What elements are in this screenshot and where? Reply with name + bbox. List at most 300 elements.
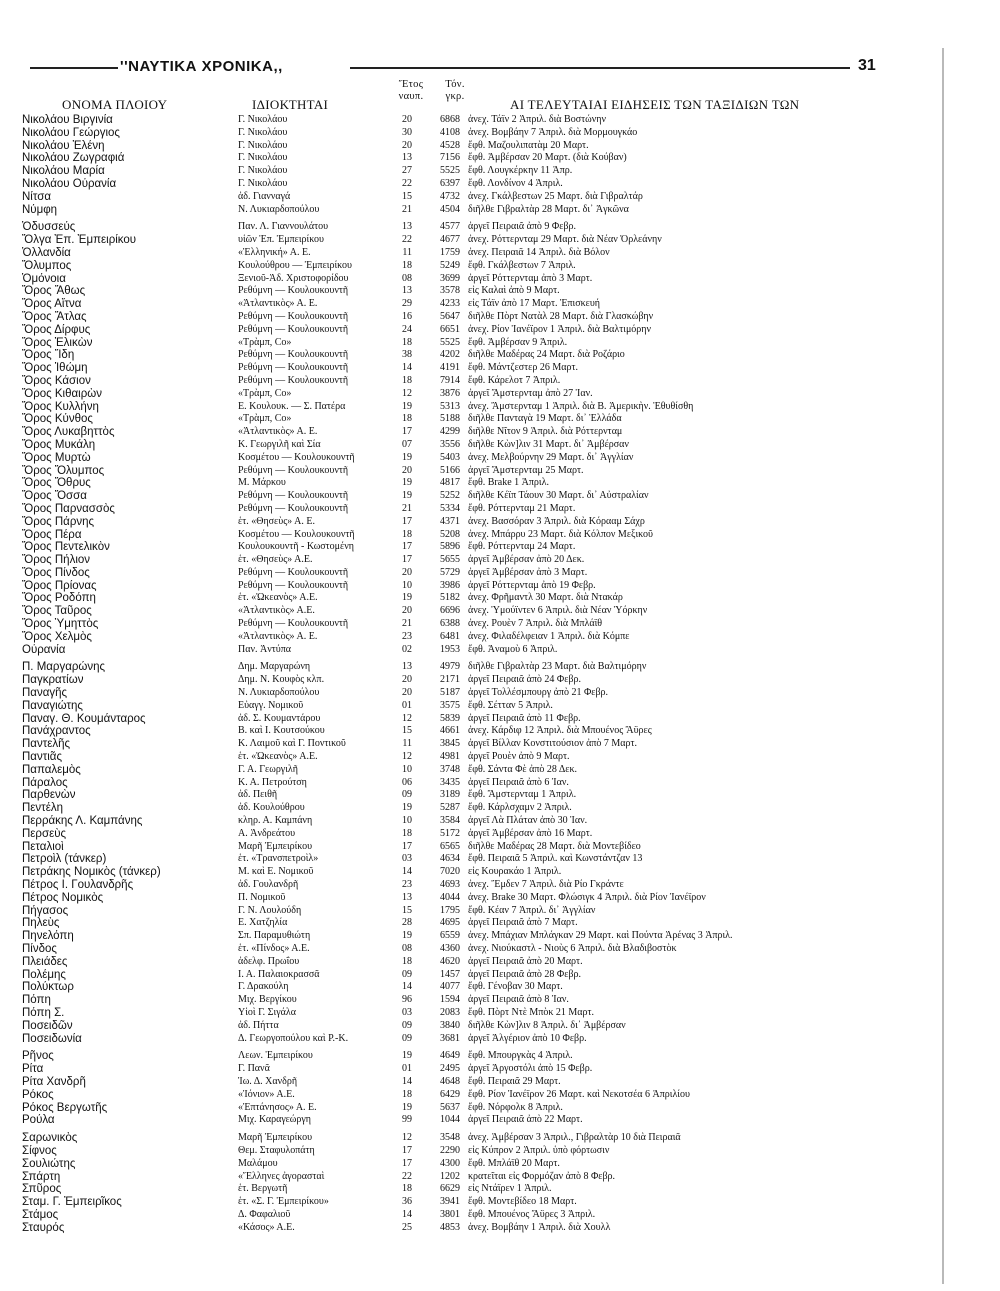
ship-name: Ρούλα <box>22 1114 55 1127</box>
table-row <box>22 362 922 375</box>
voyage-news: ἀνεχ. Ἔμδεν 7 Ἀπριλ. διὰ Ρίο Γκράντε <box>468 879 624 891</box>
ship-name: Περράκης Λ. Καμπάνης <box>22 815 143 828</box>
ship-owner: Ρεθύμνη — Κουλουκουντῆ <box>238 490 349 502</box>
ship-owner: ἑτ. «Ὠκεανὸς» Α.Ε. <box>238 592 318 604</box>
column-header-tons-line1: Τόν. <box>445 79 465 90</box>
ship-name: Παναγ. Θ. Κουμάνταρος <box>22 712 146 725</box>
ship-owner: Γ. Νικολάου <box>238 139 288 151</box>
voyage-news: διῆλθε Μαδέρας 28 Μαρτ. διὰ Μοντεβίδεο <box>468 840 641 852</box>
gross-tons: 6429 <box>440 1088 460 1100</box>
table-row <box>22 841 922 854</box>
build-year: 09 <box>402 968 412 980</box>
gross-tons: 2171 <box>440 674 460 686</box>
page-header <box>20 58 925 78</box>
table-row <box>22 221 922 234</box>
ship-name: Ὄρος Πρίονας <box>22 579 97 592</box>
build-year: 28 <box>402 917 412 929</box>
ship-name: Ὄρος Πέρα <box>22 528 82 541</box>
build-year: 19 <box>402 1101 412 1113</box>
build-year: 21 <box>402 502 412 514</box>
ship-name: Ὀλλανδία <box>22 246 71 259</box>
gross-tons: 4693 <box>440 879 460 891</box>
table-row <box>22 892 922 905</box>
gross-tons: 5525 <box>440 336 460 348</box>
table-row <box>22 644 922 657</box>
voyage-news: διῆλθε Γιβραλτὰρ 28 Μαρτ. δι᾽ Ἀγκῶνα <box>468 203 629 215</box>
gross-tons: 5655 <box>440 554 460 566</box>
voyage-news: ἀργεῖ Ρουὲν ἀπὸ 9 Μαρτ. <box>468 751 570 763</box>
gross-tons: 7020 <box>440 866 460 878</box>
ship-name: Ὄρος Ὑμηττὸς <box>22 618 99 631</box>
build-year: 15 <box>402 904 412 916</box>
gross-tons: 3189 <box>440 789 460 801</box>
ship-owner: ἑτ. Βεργωτῆ <box>238 1183 288 1195</box>
table-row <box>22 879 922 892</box>
voyage-news: διῆλθε Νῖτον 9 Ἀπριλ. διὰ Ρόττερνταμ <box>468 426 623 438</box>
gross-tons: 2083 <box>440 1006 460 1018</box>
ship-owner: Γ. Πανᾶ <box>238 1063 270 1075</box>
gross-tons: 1202 <box>440 1170 460 1182</box>
gross-tons: 3801 <box>440 1208 460 1220</box>
table-row <box>22 1050 922 1063</box>
build-year: 15 <box>402 725 412 737</box>
build-year: 15 <box>402 190 412 202</box>
ship-name: Ρίτα Χανδρῆ <box>22 1075 86 1088</box>
ship-name: Ὄρος Ἄθως <box>22 285 86 298</box>
gross-tons: 7914 <box>440 374 460 386</box>
ship-name: Πολύκτωρ <box>22 981 74 994</box>
voyage-news: ἀργεῖ Πειραιᾶ ἀπὸ 28 Φεβρ. <box>468 968 582 980</box>
ship-owner: Ρεθύμνη — Κουλουκουντῆ <box>238 464 349 476</box>
voyage-news: ἔφθ. Μπλάϊθ 20 Μαρτ. <box>468 1157 560 1169</box>
build-year: 27 <box>402 165 412 177</box>
table-row <box>22 930 922 943</box>
gross-tons: 4732 <box>440 190 460 202</box>
gross-tons: 6651 <box>440 323 460 335</box>
ship-owner: ἑτ. «Πίνδος» Α.Ε. <box>238 943 310 954</box>
voyage-news: διῆλθε Μαδέρας 24 Μαρτ. διὰ Ροζάριο <box>468 349 625 361</box>
build-year: 14 <box>402 981 412 993</box>
ship-owner: ἀδ. Πειθῆ <box>238 789 278 801</box>
column-header-owners: ΙΔΙΟΚΤΗΤΑΙ <box>252 97 329 112</box>
build-year: 17 <box>402 1157 412 1169</box>
ship-owner: ἀδ. Πήττα <box>238 1019 279 1031</box>
build-year: 23 <box>402 879 412 891</box>
column-header-latest-news: ΑΙ ΤΕΛΕΥΤΑΙΑΙ ΕΙΔΗΣΕΙΣ ΤΩΝ ΤΑΞΙΔΙΩΝ ΤΩΝ <box>510 97 800 112</box>
table-row <box>22 490 922 503</box>
ship-owner: Ρεθύμνη — Κουλουκουντῆ <box>238 362 349 374</box>
voyage-news: ἀργεῖ Ἀλγέριον ἀπὸ 10 Φεβρ. <box>468 1032 587 1044</box>
ship-name: Πλειάδες <box>22 955 68 968</box>
page-edge-line <box>942 48 944 1284</box>
build-year: 10 <box>402 763 412 775</box>
table-row <box>22 234 922 247</box>
column-header-tons-line2: γκρ. <box>445 91 465 102</box>
ship-owner: Ρεθύμνη — Κουλουκουντῆ <box>238 502 349 514</box>
ship-name: Ὄρος Ὄσσα <box>22 490 87 503</box>
table-row <box>22 439 922 452</box>
voyage-news: διῆλθε Κέϊπ Τάουν 30 Μαρτ. δι᾽ Αὐστραλίαν <box>468 490 649 502</box>
header-rule-right <box>350 67 850 69</box>
ship-owner: Κ. Λαιμοῦ καὶ Γ. Ποντικοῦ <box>238 738 346 750</box>
ship-owner: Ρεθύμνη — Κουλουκουντῆ <box>238 349 349 361</box>
ship-name: Ρίτα <box>22 1063 44 1076</box>
gross-tons: 4528 <box>440 139 460 151</box>
build-year: 19 <box>402 930 412 942</box>
ship-name: Οὐρανία <box>22 643 66 656</box>
ship-name: Πόπη <box>22 994 51 1007</box>
ship-name: Ὄλυμπος <box>22 259 72 272</box>
ship-owner: Γ. Νικολάου <box>238 126 288 138</box>
table-row <box>22 1114 922 1127</box>
ship-owner: ἀδελφ. Πρωΐου <box>238 955 300 967</box>
voyage-news: ἀνεχ. Ἄμστερνταμ 1 Ἀπριλ. διὰ Β. Ἀμερικὴν. Ἐθυθίσθη <box>468 400 694 412</box>
ship-name: Ὄρος Πεντελικὸν <box>22 541 110 554</box>
ship-name: Πάραλος <box>22 776 68 789</box>
voyage-news: ἔφθ. Ἀναμοὺ 6 Ἀπριλ. <box>468 643 558 655</box>
build-year: 19 <box>402 451 412 463</box>
voyage-news: ἔφθ. Ρόττερνταμ 21 Μαρτ. <box>468 502 576 514</box>
ship-name: Ρόκος Βεργωτῆς <box>22 1101 108 1114</box>
voyage-news: ἀνεχ. Ἀμβέρσαν 3 Ἀπριλ., Γιβραλτὰρ 10 διὰ Πειραιᾶ <box>468 1132 681 1144</box>
gross-tons: 5187 <box>440 687 460 699</box>
ship-owner: Ν. Λυκιαρδοπούλου <box>238 687 320 699</box>
voyage-news: ἀνεχ. Μπάχιαν Μπλάγκαν 29 Μαρτ. καὶ Πούντα Ἀρένας 3 Ἀπριλ. <box>468 930 733 942</box>
voyage-news: ἀργεῖ Πειραιᾶ ἀπὸ 11 Φεβρ. <box>468 712 581 724</box>
table-row <box>22 592 922 605</box>
gross-tons: 4695 <box>440 917 460 929</box>
voyage-news: ἀργεῖ Πειραιᾶ ἀπὸ 7 Μαρτ. <box>468 917 578 929</box>
voyage-news: ἔφθ. Ἀμβέρσαν 9 Ἀπριλ. <box>468 336 568 348</box>
table-row <box>22 725 922 738</box>
gross-tons: 6629 <box>440 1183 460 1195</box>
voyage-news: ἀνεχ. Μελβούρνην 29 Μαρτ. δι᾽ Ἀγγλίαν <box>468 451 634 463</box>
ship-owner: Μαρῆ Ἐμπειρίκου <box>238 840 313 852</box>
gross-tons: 4620 <box>440 955 460 967</box>
build-year: 99 <box>402 1114 412 1126</box>
voyage-news: ἔφθ. Κάρελοτ 7 Ἀπριλ. <box>468 374 561 386</box>
build-year: 20 <box>402 687 412 699</box>
ship-name: Ὄρος Κάσιον <box>22 374 91 387</box>
column-header-tons <box>438 79 472 103</box>
build-year: 18 <box>402 528 412 540</box>
table-row <box>22 349 922 362</box>
table-row <box>22 828 922 841</box>
ship-name: Νικολάου Ἑλένη <box>22 139 105 152</box>
table-row <box>22 956 922 969</box>
table-row <box>22 554 922 567</box>
ship-name: Πολέμης <box>22 968 66 981</box>
ship-owner: Α. Ἀνδρεάτου <box>238 827 296 839</box>
table-row <box>22 1209 922 1222</box>
ship-owner: υἱῶν Ἐπ. Ἐμπειρίκου <box>238 234 325 246</box>
ship-owner: Δ. Φαφαλιοῦ <box>238 1208 291 1220</box>
voyage-news: ἔφθ. Ἀμβέρσαν 20 Μαρτ. (διὰ Κούβαν) <box>468 152 627 164</box>
build-year: 12 <box>402 1132 412 1144</box>
voyage-news: ἀργεῖ Ἀμβέρσαν ἀπὸ 16 Μαρτ. <box>468 827 593 839</box>
ship-owner: «Τρὰμπ, Co» <box>238 336 292 348</box>
table-row <box>22 1089 922 1102</box>
table-row <box>22 815 922 828</box>
table-row <box>22 298 922 311</box>
voyage-news: ἀργεῖ Ρόττερνταμ ἀπὸ 19 Φεβρ. <box>468 579 596 591</box>
build-year: 01 <box>402 699 412 711</box>
voyage-news: ἔφθ. Νόρφολκ 8 Ἀπριλ. <box>468 1101 563 1113</box>
ship-owner: «Τρὰμπ, Co» <box>238 413 292 425</box>
gross-tons: 4677 <box>440 234 460 246</box>
ship-name: Ὄρος Μυρτὼ <box>22 451 91 464</box>
ship-name: Ὄρος Κιθαιρὼν <box>22 387 102 400</box>
voyage-news: ἔφθ. Σέτταν 5 Ἀπριλ. <box>468 699 553 711</box>
build-year: 12 <box>402 751 412 763</box>
build-year: 13 <box>402 152 412 164</box>
voyage-news: εἰς Ντάϊρεν 1 Ἀπριλ. <box>468 1183 552 1195</box>
ship-owner: Ξενιοῦ-Ἀδ. Χριστοφορίδου <box>238 272 349 284</box>
build-year: 19 <box>402 477 412 489</box>
voyage-news: ἀνεχ. Brake 30 Μαρτ. Φλώσιγκ 4 Ἀπριλ. διὰ Ρίον Ἰανέϊρον <box>468 891 706 903</box>
ship-name: Ὄρος Χελμὸς <box>22 630 92 643</box>
gross-tons: 1594 <box>440 994 460 1006</box>
gross-tons: 1759 <box>440 246 460 258</box>
column-header-year-line1: Ἔτος <box>398 79 424 90</box>
ship-name: Ὄρος Πίνδος <box>22 566 90 579</box>
table-row <box>22 738 922 751</box>
table-row <box>22 981 922 994</box>
ship-group <box>22 114 922 216</box>
voyage-news: ἀργεῖ Πειραιᾶ ἀπὸ 9 Φεβρ. <box>468 221 577 233</box>
ship-owner: Ρεθύμνη — Κουλουκουντῆ <box>238 323 349 335</box>
ship-owner: Γ. Ν. Λουλούδη <box>238 904 302 916</box>
voyage-news: ἀνεχ. Μπάρρυ 23 Μαρτ. διὰ Κόλπον Μεξικοῦ <box>468 528 653 540</box>
build-year: 18 <box>402 1088 412 1100</box>
ship-name: Ὄρος Παρνασσὸς <box>22 502 115 515</box>
gross-tons: 5313 <box>440 400 460 412</box>
build-year: 02 <box>402 643 412 655</box>
table-row <box>22 789 922 802</box>
build-year: 20 <box>402 605 412 617</box>
gross-tons: 4360 <box>440 943 460 954</box>
build-year: 21 <box>402 618 412 630</box>
table-row <box>22 1222 922 1235</box>
voyage-news: διῆλθε Πὸρτ Νατὰλ 28 Μαρτ. διὰ Γλασκώβην <box>468 310 654 322</box>
ship-name: Πεταλιοὶ <box>22 840 64 853</box>
ship-owner: ἀδ. Κουλούθρου <box>238 802 305 814</box>
gross-tons: 3941 <box>440 1196 460 1208</box>
voyage-news: ἀργεῖ Λὰ Πλάταν ἀπὸ 30 Ἰαν. <box>468 815 588 827</box>
build-year: 03 <box>402 853 412 865</box>
table-row <box>22 114 922 127</box>
ship-name: Παρθενὼν <box>22 789 76 802</box>
voyage-news: ἔφθ. Μάντζεστερ 26 Μαρτ. <box>468 362 579 374</box>
ship-name: Παντελῆς <box>22 738 71 751</box>
gross-tons: 5403 <box>440 451 460 463</box>
voyage-news: ἔφθ. Κέαν 7 Ἀπριλ. δι᾽ Ἀγγλίαν <box>468 904 596 916</box>
gross-tons: 5252 <box>440 490 460 502</box>
ship-name: Σουλιώτης <box>22 1157 76 1170</box>
voyage-news: ἔφθ. Σάντα Φὲ ἀπὸ 28 Δεκ. <box>468 763 578 775</box>
gross-tons: 5525 <box>440 165 460 177</box>
column-header-year <box>396 79 426 103</box>
table-row <box>22 452 922 465</box>
ship-name: Ὄρος Ἴδη <box>22 349 75 362</box>
table-row <box>22 1158 922 1171</box>
voyage-news: ἀργεῖ Ἀργοστόλι ἀπὸ 15 Φεβρ. <box>468 1063 593 1075</box>
gross-tons: 4299 <box>440 426 460 438</box>
gross-tons: 6397 <box>440 177 460 189</box>
table-row <box>22 503 922 516</box>
gross-tons: 4044 <box>440 891 460 903</box>
table-row <box>22 1076 922 1089</box>
gross-tons: 7156 <box>440 152 460 164</box>
voyage-news: ἀνεχ. Πειραιᾶ 14 Ἀπριλ. διὰ Βόλον <box>468 246 610 258</box>
voyage-news: εἰς Τάϊν ἀπὸ 17 Μαρτ. Ἐπισκευή <box>468 298 600 310</box>
ship-owner: Ρεθύμνη — Κουλουκουντῆ <box>238 285 349 297</box>
voyage-news: ἔφθ. Πειραιᾶ 5 Ἀπριλ. καὶ Κωνστάντζαν 13 <box>468 853 643 865</box>
build-year: 22 <box>402 177 412 189</box>
ship-group <box>22 1132 922 1234</box>
gross-tons: 6565 <box>440 840 460 852</box>
ship-owner: Π. Νομικοῦ <box>238 891 286 903</box>
ship-name: Σταυρός <box>22 1221 65 1234</box>
table-row <box>22 994 922 1007</box>
ship-name: Ὄρος Μυκάλη <box>22 438 96 451</box>
gross-tons: 5166 <box>440 464 460 476</box>
voyage-news: ἀνεχ. Φρῆμαντλ 30 Μαρτ. διὰ Ντακάρ <box>468 592 623 604</box>
ship-owner: Γ. Νικολάου <box>238 177 288 189</box>
build-year: 14 <box>402 866 412 878</box>
voyage-news: ἔφθ. Μαζουλιπατὰμ 20 Μαρτ. <box>468 139 589 151</box>
table-row <box>22 917 922 930</box>
ship-name: Ὄρος Ὄθρυς <box>22 477 91 490</box>
table-row <box>22 401 922 414</box>
ship-name: Ρῆνος <box>22 1050 54 1063</box>
build-year: 19 <box>402 400 412 412</box>
table-row <box>22 687 922 700</box>
gross-tons: 6696 <box>440 605 460 617</box>
gross-tons: 4649 <box>440 1050 460 1062</box>
voyage-news: ἀργεῖ Πειραιᾶ ἀπὸ 8 Ἰαν. <box>468 994 569 1006</box>
voyage-news: διῆλθε Γιβραλτὰρ 23 Μαρτ. διὰ Βαλτιμόρην <box>468 661 647 673</box>
gross-tons: 5172 <box>440 827 460 839</box>
ship-name: Ὄρος Αἴτνα <box>22 298 82 311</box>
build-year: 17 <box>402 541 412 553</box>
ship-owner: Κουλουκουντῆ - Κωστομένη <box>238 541 354 553</box>
ship-owner: «Ἀτλαντικὸς» Α. Ε. <box>238 298 318 310</box>
ship-owner: Κουλούθρου — Ἐμπειρίκου <box>238 259 352 271</box>
ship-owner: ἑτ. «Θησεὺς» Α.Ε. <box>238 554 313 566</box>
table-row <box>22 1033 922 1046</box>
build-year: 25 <box>402 1221 412 1233</box>
build-year: 10 <box>402 815 412 827</box>
build-year: 14 <box>402 362 412 374</box>
build-year: 09 <box>402 789 412 801</box>
ship-name: Στάμος <box>22 1208 59 1221</box>
ship-name: Σταμ. Γ. Ἐμπειρῖκος <box>22 1196 122 1209</box>
table-row <box>22 541 922 554</box>
voyage-news: ἔφθ. Brake 1 Ἀπριλ. <box>468 477 549 489</box>
voyage-news: ἔφθ. Γένοβαν 30 Μαρτ. <box>468 981 563 993</box>
table-row <box>22 247 922 260</box>
ship-name: Πήγασος <box>22 904 69 917</box>
ship-name: Νύμφη <box>22 203 58 216</box>
ship-owner: Ν. Λυκιαρδοπούλου <box>238 203 320 215</box>
voyage-news: διῆλθε Πανταγὰ 19 Μαρτ. δι᾽ Ἑλλάδα <box>468 413 622 425</box>
voyage-news: ἔφθ. Κάρλσχαμν 2 Ἀπριλ. <box>468 802 572 814</box>
voyage-news: ἔφθ. Λονδίνον 4 Ἀπριλ. <box>468 177 563 189</box>
ship-owner: ἀδ. Γουλανδρῆ <box>238 879 299 891</box>
ship-name: Ὄρος Πάρνης <box>22 515 95 528</box>
voyage-news: ἀργεῖ Ρόττερνταμ ἀπὸ 3 Μαρτ. <box>468 272 593 284</box>
ship-owner: Μαλάμου <box>238 1157 278 1169</box>
build-year: 17 <box>402 840 412 852</box>
build-year: 20 <box>402 464 412 476</box>
ship-name: Σπῦρος <box>22 1183 62 1196</box>
gross-tons: 3556 <box>440 438 460 450</box>
ship-owner: Μ. καὶ Ε. Νομικοῦ <box>238 866 314 878</box>
ship-owner: Δ. Γεωργοπούλου καὶ Ρ.-Κ. <box>238 1032 349 1044</box>
table-row <box>22 1171 922 1184</box>
voyage-news: ἔφθ. Μπουργκὰς 4 Ἀπριλ. <box>468 1050 573 1062</box>
build-year: 18 <box>402 827 412 839</box>
gross-tons: 2495 <box>440 1063 460 1075</box>
table-row <box>22 1020 922 1033</box>
build-year: 18 <box>402 1183 412 1195</box>
table-row <box>22 516 922 529</box>
ship-owner: Κ. Γεωργιλῆ καὶ Σία <box>238 438 321 450</box>
gross-tons: 4634 <box>440 853 460 865</box>
ship-name: Ὀδυσσεύς <box>22 221 76 234</box>
table-row <box>22 285 922 298</box>
table-row <box>22 1063 922 1076</box>
ship-name: Νικολάου Ζωγραφιά <box>22 152 125 165</box>
ship-owner: Ε. Χατζηλία <box>238 917 288 929</box>
build-year: 19 <box>402 802 412 814</box>
build-year: 22 <box>402 1170 412 1182</box>
ship-owner: Δημ. Μαργαρώνη <box>238 661 311 673</box>
table-row <box>22 204 922 217</box>
voyage-news: ἔφθ. Μοντεβίδεο 18 Μαρτ. <box>468 1196 577 1208</box>
table-row <box>22 631 922 644</box>
ship-owner: Γ. Α. Γεωργιλῆ <box>238 763 298 775</box>
ship-owner: Εὐαγγ. Νομικοῦ <box>238 699 304 711</box>
table-row <box>22 1132 922 1145</box>
ship-owner: «Ἀτλαντικὸς» Α.Ε. <box>238 605 315 617</box>
ship-owner: ἑτ. «Σ. Γ. Ἐμπειρίκου» <box>238 1196 329 1208</box>
build-year: 18 <box>402 259 412 271</box>
ship-owner: «Ἕλληνες ἀγορασταὶ <box>238 1170 325 1182</box>
voyage-news: ἔφθ. Ρίον Ἰανέϊρον 26 Μαρτ. καὶ Νεκοτσέα 6 Ἀπριλίου <box>468 1088 690 1100</box>
ship-name: Ὄρος Δίρφυς <box>22 323 91 336</box>
gross-tons: 4981 <box>440 751 460 763</box>
gross-tons: 3575 <box>440 699 460 711</box>
ship-name: Νικολάου Μαρία <box>22 165 105 178</box>
build-year: 22 <box>402 234 412 246</box>
ship-name: Ὄρος Ὄλυμπος <box>22 464 105 477</box>
build-year: 19 <box>402 1050 412 1062</box>
ship-name: Ὄρος Πήλιον <box>22 554 91 567</box>
voyage-news: ἀργεῖ Πειραιᾶ ἀπὸ 20 Μαρτ. <box>468 955 583 967</box>
ship-name: Πηνελόπη <box>22 930 74 943</box>
build-year: 08 <box>402 943 412 954</box>
ship-owner: Μιχ. Βεργίκου <box>238 994 297 1006</box>
voyage-news: ἔφθ. Ρόττερνταμ 24 Μαρτ. <box>468 541 576 553</box>
ship-name: Ὄρος Ἑλικὼν <box>22 336 93 349</box>
ship-name: Ὄρος Ροδόπη <box>22 592 96 605</box>
gross-tons: 6868 <box>440 114 460 125</box>
table-row <box>22 1183 922 1196</box>
build-year: 20 <box>402 566 412 578</box>
ship-name: Ὁμόνοια <box>22 272 66 285</box>
